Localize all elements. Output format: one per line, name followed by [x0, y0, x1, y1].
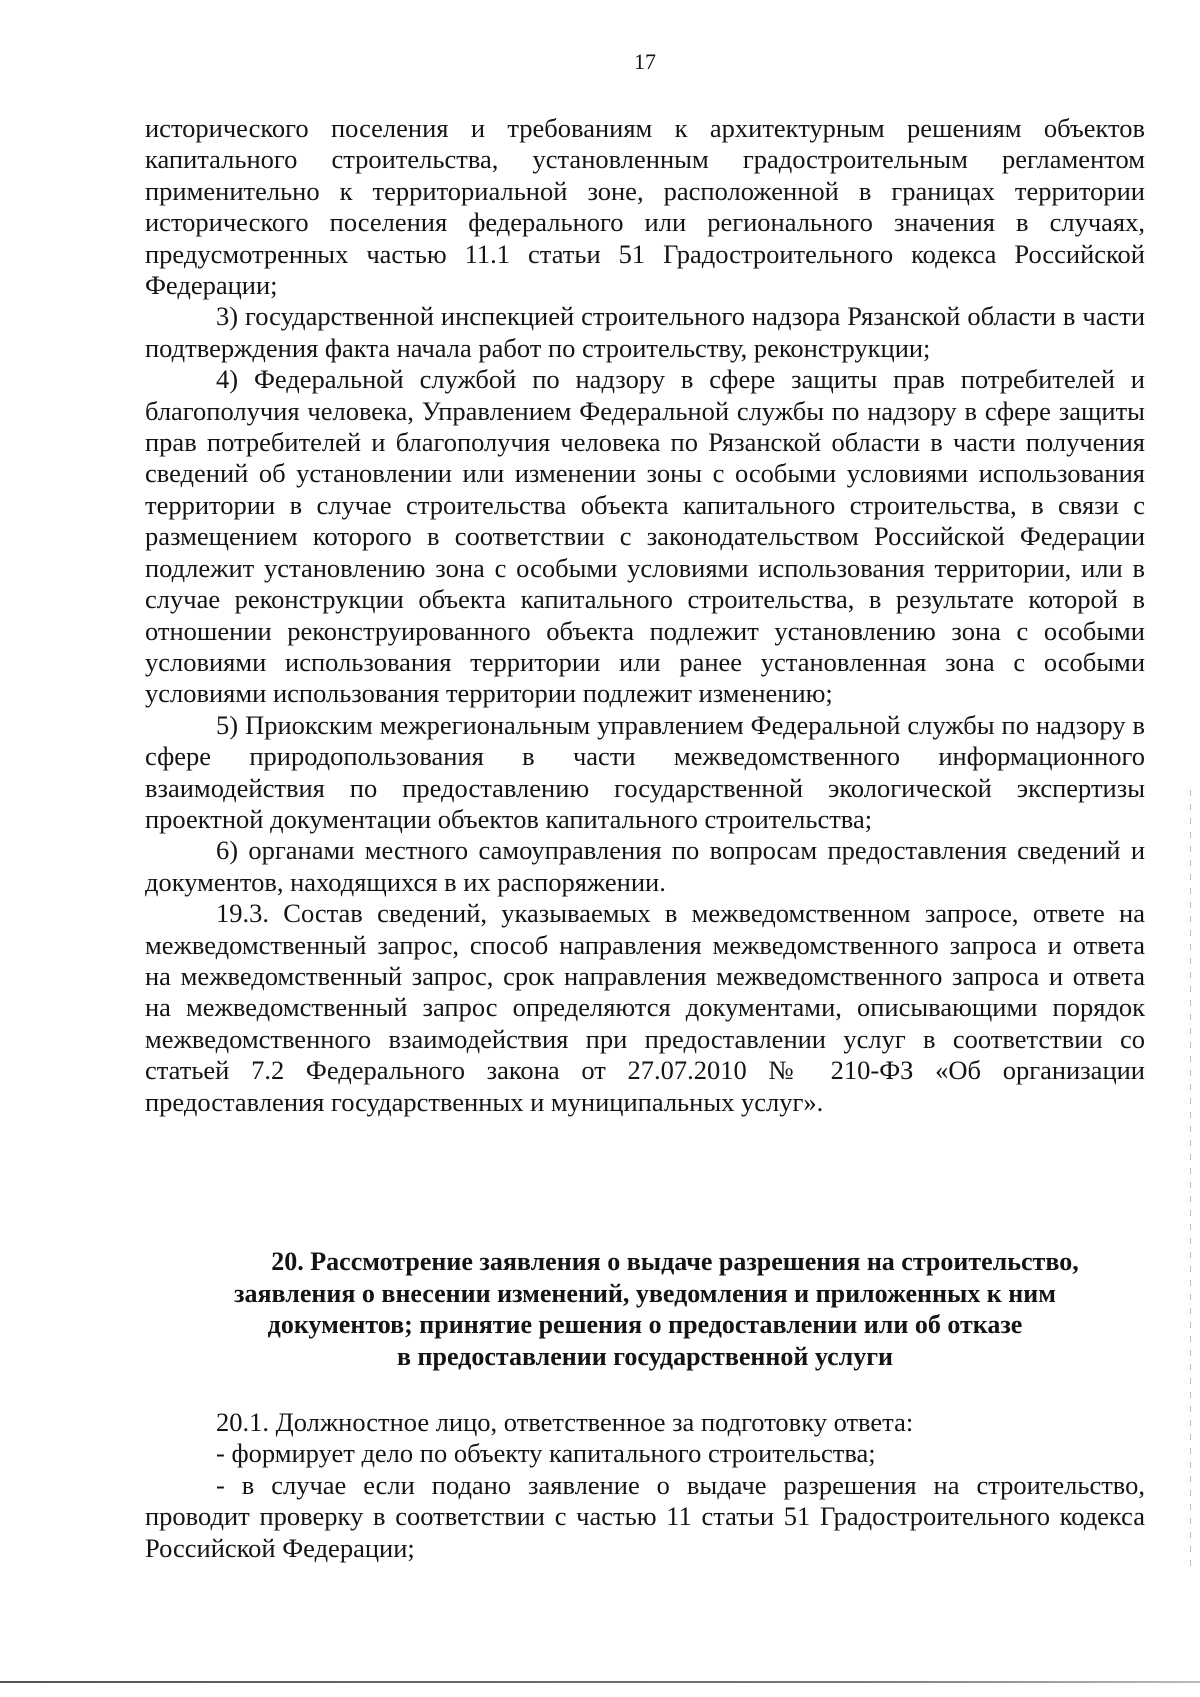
body-text-bottom	[145, 1407, 1145, 1564]
paragraph-item-4: 4) Федеральной службой по надзору в сфере защиты прав потребителей и благополучия человека, Управлением Федеральной службы по надзору в сфере защиты прав потребителей и благополучия человека по Рязанской области в части получения сведений об установлении или изменении зоны с особыми условиями использования территории в случае строительства объекта капитального строительства, в связи с размещением которого в соответствии с законодательством Российской Федерации подлежит установлению зона с особыми условиями использования территории, или в случае реконструкции объекта капитального строительства, в результате которой в отношении реконструированного объекта подлежит установлению зона с особыми условиями использования территории или ранее установленная зона с особыми условиями использования территории подлежит изменению;	[145, 364, 1145, 709]
paragraph-item-3: 3) государственной инспекцией строительного надзора Рязанской области в части подтверждения факта начала работ по строительству, реконструкции;	[145, 301, 1145, 363]
paragraph-bullet: - в случае если подано заявление о выдаче разрешения на строительство, проводит проверку в соответствии с частью 11 статьи 51 Градостроительного кодекса Российской Федерации;	[145, 1469, 1145, 1563]
body-text-top	[145, 113, 1145, 1118]
section-heading	[145, 1246, 1145, 1372]
section-heading-line: документов; принятие решения о предоставлении или об отказе	[267, 1310, 1023, 1339]
paragraph-item-6: 6) органами местного самоуправления по вопросам предоставления сведений и документов, находящихся в их распоряжении.	[145, 835, 1145, 897]
section-heading-line: 20. Рассмотрение заявления о выдаче разрешения на строительство,	[271, 1247, 1079, 1276]
page-number: 17	[634, 49, 656, 74]
paragraph-bullet: - формирует дело по объекту капитального строительства;	[216, 1438, 876, 1469]
paragraph-19-3: 19.3. Состав сведений, указываемых в межведомственном запросе, ответе на межведомственный запрос, способ направления межведомственного запроса и ответа на межведомственный запрос, срок направления межведомственного запроса и ответа на межведомственный запрос определяются документами, описывающими порядок межведомственного взаимодействия при предоставлении услуг в соответствии со статьей 7.2 Федерального закона от 27.07.2010 № 210-ФЗ «Об организации предоставления государственных и муниципальных услуг».	[145, 898, 1145, 1117]
paragraph-item-5: 5) Приокским межрегиональным управлением Федеральной службы по надзору в сфере природопользования в части межведомственного информационного взаимодействия по предоставлению государственной экологической экспертизы проектной документации объектов капитального строительства;	[145, 709, 1145, 834]
scan-edge-line	[0, 1681, 1200, 1683]
scan-edge-line	[1190, 790, 1191, 1570]
section-heading-line: в предоставлении государственной услуги	[396, 1341, 893, 1371]
section-heading-line: заявления о внесении изменений, уведомления и приложенных к ним	[234, 1278, 1056, 1308]
paragraph-20-1: 20.1. Должностное лицо, ответственное за подготовку ответа:	[216, 1407, 914, 1437]
paragraph-continuation: исторического поселения и требованиям к архитектурным решениям объектов капитального строительства, установленным градостроительным регламентом применительно к территориальной зоне, расположенной в границах территории исторического поселения федерального или регионального значения в случаях, предусмотренных частью 11.1 статьи 51 Градостроительного кодекса Российской Федерации;	[145, 113, 1145, 301]
